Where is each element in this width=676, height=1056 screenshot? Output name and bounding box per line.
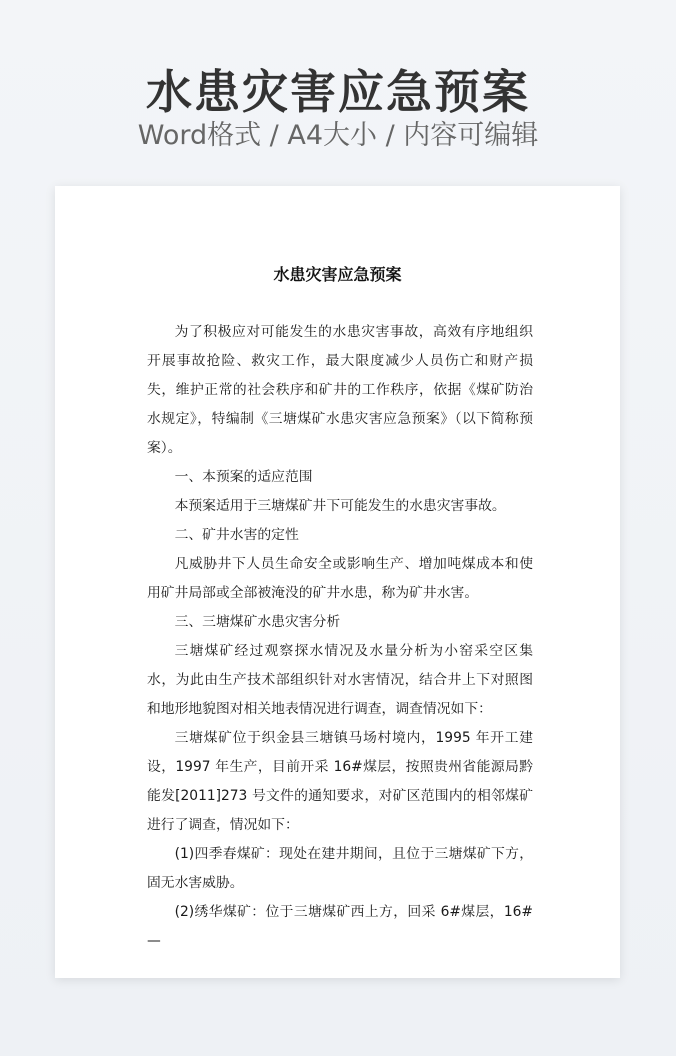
paragraph-item-2: (2)绣华煤矿：位于三塘煤矿西上方，回采 6#煤层，16#— <box>147 904 533 949</box>
document-title: 水患灾害应急预案 <box>273 265 402 284</box>
section-heading-scope: 一、本预案的适应范围 <box>174 469 313 485</box>
paragraph-item-1: (1)四季春煤矿：现处在建井期间，且位于三塘煤矿下方，固无水害威胁。 <box>147 846 533 891</box>
paragraph-scope: 本预案适用于三塘煤矿井下可能发生的水患灾害事故。 <box>174 498 506 514</box>
paragraph-intro: 为了积极应对可能发生的水患灾害事故，高效有序地组织开展事故抢险、救灾工作，最大限度减少人员伤亡和财产损失，维护正常的社会秩序和矿井的工作秩序，依据《煤矿防治水规定》，特编制《三塘煤矿水患灾害应急预案》（以下简称预案）。 <box>147 324 533 456</box>
paragraph-analysis: 三塘煤矿经过观察探水情况及水量分析为小窑采空区集水，为此由生产技术部组织针对水害情况，结合井上下对照图和地形地貌图对相关地表情况进行调查，调查情况如下： <box>147 643 533 717</box>
paragraph-definition: 凡威胁井下人员生命安全或影响生产、增加吨煤成本和使用矿井局部或全部被淹没的矿井水患，称为矿井水害。 <box>147 556 533 601</box>
section-heading-analysis: 三、三塘煤矿水患灾害分析 <box>174 614 341 630</box>
document-body <box>147 318 533 956</box>
banner-subtitle: Word格式 / A4大小 / 内容可编辑 <box>137 120 539 151</box>
banner-title: 水患灾害应急预案 <box>146 65 530 119</box>
document-page <box>55 186 620 978</box>
banner <box>0 0 676 186</box>
section-heading-definition: 二、矿井水害的定性 <box>174 527 299 543</box>
paragraph-location: 三塘煤矿位于织金县三塘镇马场村境内，1995 年开工建设，1997 年生产，目前开采 16#煤层，按照贵州省能源局黔能发[2011]273 号文件的通知要求，对矿区范围内的相邻煤矿进行了调查，情况如下： <box>147 730 533 833</box>
